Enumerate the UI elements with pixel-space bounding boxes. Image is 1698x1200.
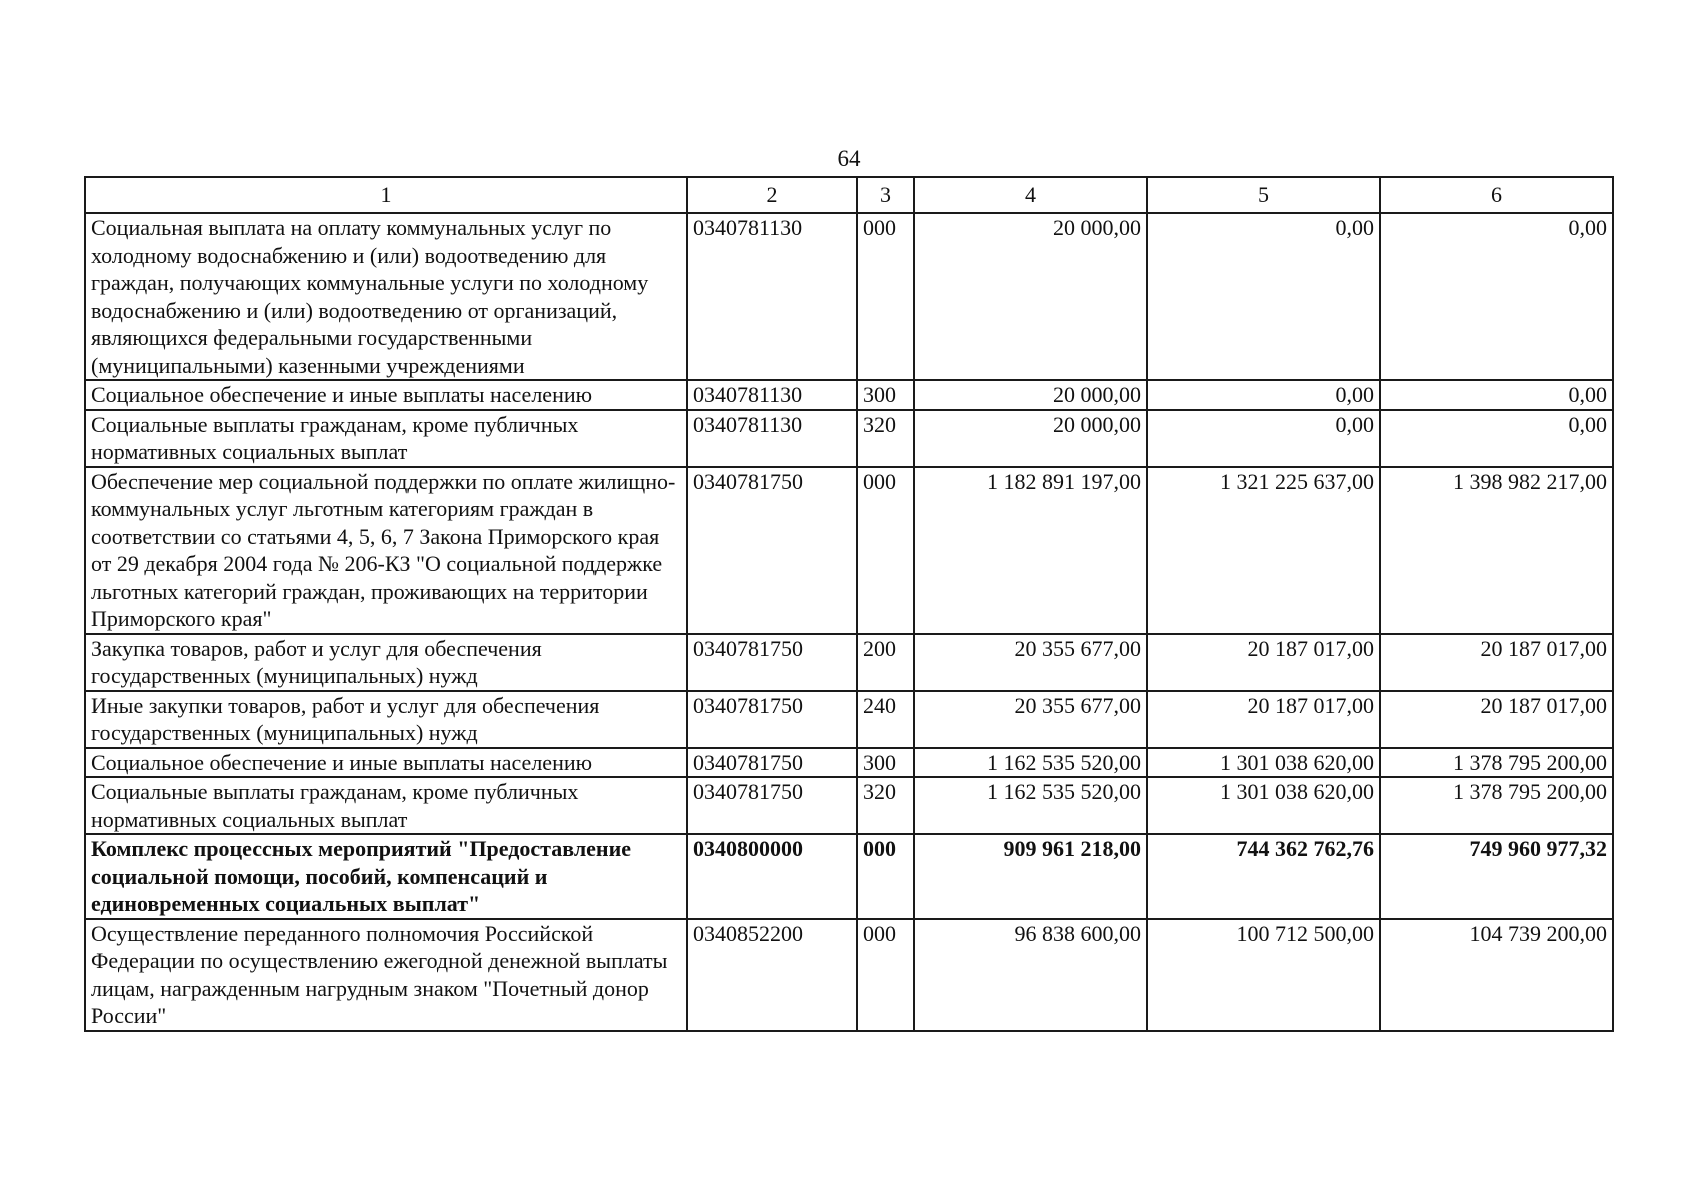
row-value-6: 0,00	[1380, 380, 1613, 410]
row-value-6: 0,00	[1380, 410, 1613, 467]
row-name: Комплекс процессных мероприятий "Предоставление социальной помощи, пособий, компенсаций и единовременных социальных выплат"	[85, 834, 687, 919]
row-code: 0340800000	[687, 834, 857, 919]
column-header-6: 6	[1380, 177, 1613, 213]
row-value-4: 96 838 600,00	[914, 919, 1147, 1031]
row-code: 0340781130	[687, 380, 857, 410]
row-type-code: 000	[857, 213, 914, 380]
table-row	[85, 410, 1613, 467]
row-value-4: 20 355 677,00	[914, 634, 1147, 691]
row-value-6: 0,00	[1380, 213, 1613, 380]
table-row	[85, 467, 1613, 634]
row-value-6: 1 398 982 217,00	[1380, 467, 1613, 634]
row-name: Социальные выплаты гражданам, кроме публичных нормативных социальных выплат	[85, 410, 687, 467]
row-type-code: 300	[857, 380, 914, 410]
row-type-code: 320	[857, 410, 914, 467]
table-row	[85, 777, 1613, 834]
column-header-1: 1	[85, 177, 687, 213]
column-header-5: 5	[1147, 177, 1380, 213]
table-row	[85, 919, 1613, 1031]
column-header-4: 4	[914, 177, 1147, 213]
row-code: 0340781750	[687, 777, 857, 834]
row-type-code: 320	[857, 777, 914, 834]
row-value-6: 1 378 795 200,00	[1380, 777, 1613, 834]
row-code: 0340781750	[687, 634, 857, 691]
row-value-4: 1 162 535 520,00	[914, 777, 1147, 834]
row-name: Осуществление переданного полномочия Российской Федерации по осуществлению ежегодной денежной выплаты лицам, награжденным нагрудным знаком "Почетный донор России"	[85, 919, 687, 1031]
row-code: 0340781750	[687, 691, 857, 748]
budget-table	[84, 176, 1614, 1032]
row-value-5: 100 712 500,00	[1147, 919, 1380, 1031]
row-value-4: 1 162 535 520,00	[914, 748, 1147, 778]
header-row	[85, 177, 1613, 213]
row-value-5: 0,00	[1147, 213, 1380, 380]
table-row	[85, 380, 1613, 410]
row-value-5: 1 301 038 620,00	[1147, 777, 1380, 834]
row-code: 0340781130	[687, 410, 857, 467]
row-type-code: 000	[857, 834, 914, 919]
row-value-5: 20 187 017,00	[1147, 634, 1380, 691]
row-value-5: 1 301 038 620,00	[1147, 748, 1380, 778]
page-number: 64	[837, 146, 861, 171]
row-value-5: 0,00	[1147, 410, 1380, 467]
row-value-5: 744 362 762,76	[1147, 834, 1380, 919]
row-code: 0340781130	[687, 213, 857, 380]
row-value-6: 104 739 200,00	[1380, 919, 1613, 1031]
row-value-5: 0,00	[1147, 380, 1380, 410]
row-type-code: 000	[857, 919, 914, 1031]
row-value-4: 20 000,00	[914, 380, 1147, 410]
row-type-code: 000	[857, 467, 914, 634]
row-value-4: 1 182 891 197,00	[914, 467, 1147, 634]
column-header-3: 3	[857, 177, 914, 213]
row-type-code: 240	[857, 691, 914, 748]
row-name: Социальные выплаты гражданам, кроме публичных нормативных социальных выплат	[85, 777, 687, 834]
row-value-6: 1 378 795 200,00	[1380, 748, 1613, 778]
row-code: 0340781750	[687, 467, 857, 634]
row-type-code: 200	[857, 634, 914, 691]
row-name: Закупка товаров, работ и услуг для обеспечения государственных (муниципальных) нужд	[85, 634, 687, 691]
row-name: Обеспечение мер социальной поддержки по оплате жилищно-коммунальных услуг льготным категориям граждан в соответствии со статьями 4, 5, 6, 7 Закона Приморского края от 29 декабря 2004 года № 206-КЗ "О социальной поддержке льготных категорий граждан, проживающих на территории Приморского края"	[85, 467, 687, 634]
row-name: Социальное обеспечение и иные выплаты населению	[85, 380, 687, 410]
table-row-subtotal	[85, 834, 1613, 919]
table-row	[85, 691, 1613, 748]
row-type-code: 300	[857, 748, 914, 778]
row-code: 0340852200	[687, 919, 857, 1031]
row-value-6: 749 960 977,32	[1380, 834, 1613, 919]
row-value-4: 20 000,00	[914, 213, 1147, 380]
row-value-4: 20 355 677,00	[914, 691, 1147, 748]
row-name: Социальная выплата на оплату коммунальных услуг по холодному водоснабжению и (или) водоотведению для граждан, получающих коммунальные услуги по холодному водоснабжению и (или) водоотведению от организаций, являющихся федеральными государственными (муниципальными) казенными учреждениями	[85, 213, 687, 380]
table-row	[85, 748, 1613, 778]
row-value-5: 1 321 225 637,00	[1147, 467, 1380, 634]
row-value-6: 20 187 017,00	[1380, 691, 1613, 748]
row-value-4: 909 961 218,00	[914, 834, 1147, 919]
row-name: Социальное обеспечение и иные выплаты населению	[85, 748, 687, 778]
table-row	[85, 213, 1613, 380]
row-value-4: 20 000,00	[914, 410, 1147, 467]
column-header-2: 2	[687, 177, 857, 213]
row-name: Иные закупки товаров, работ и услуг для обеспечения государственных (муниципальных) нужд	[85, 691, 687, 748]
table-row	[85, 634, 1613, 691]
row-code: 0340781750	[687, 748, 857, 778]
row-value-5: 20 187 017,00	[1147, 691, 1380, 748]
row-value-6: 20 187 017,00	[1380, 634, 1613, 691]
